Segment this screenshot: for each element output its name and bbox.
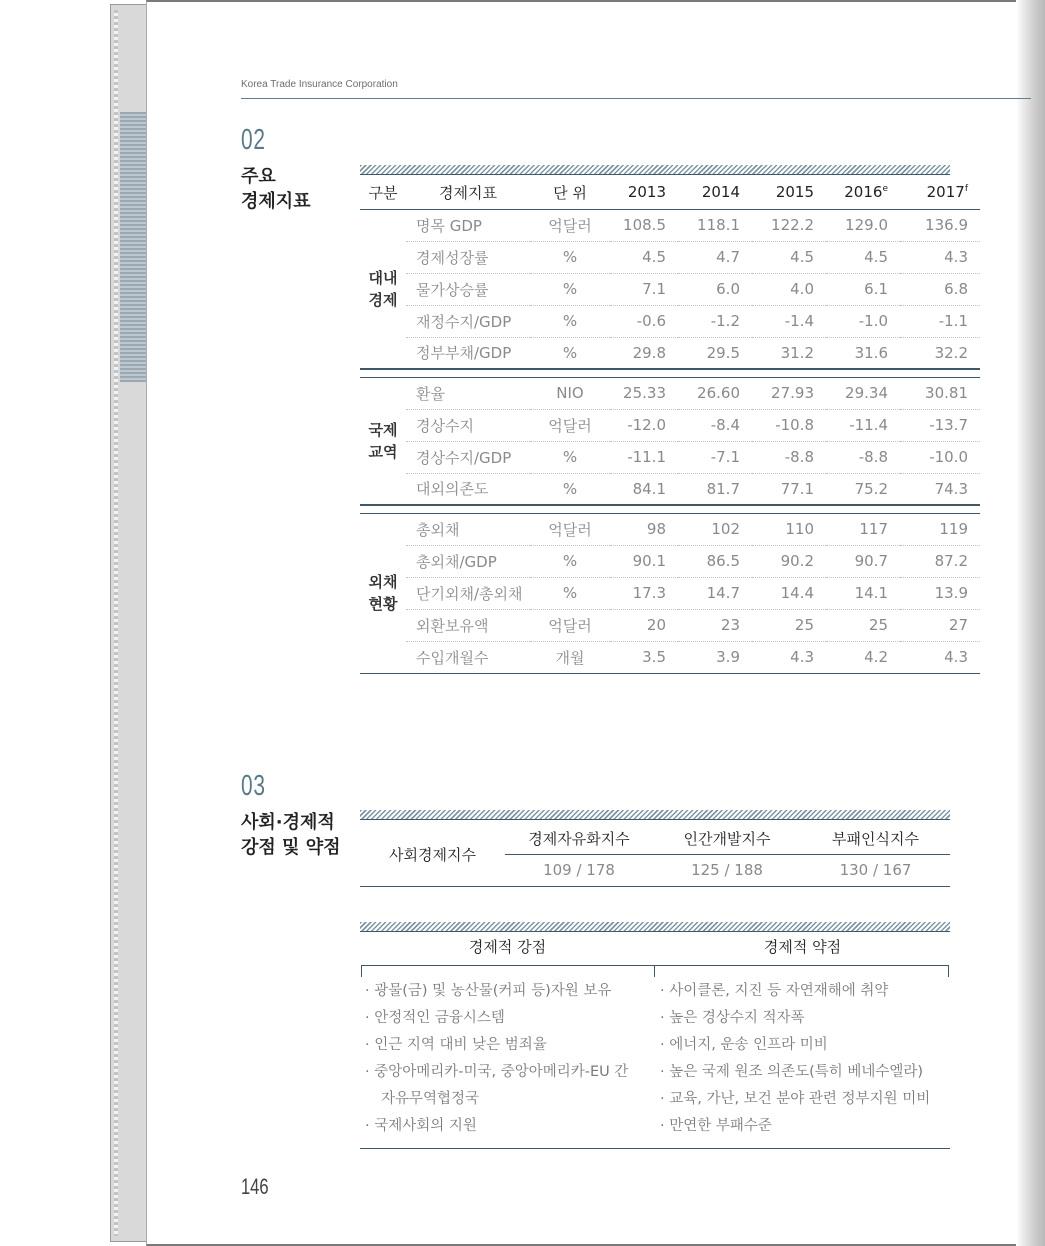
table-hatch-bar bbox=[360, 922, 950, 932]
list-item-continuation: 자유무역협정국 bbox=[381, 1091, 480, 1107]
table-row bbox=[360, 473, 980, 505]
value-cell: 25.33 bbox=[610, 377, 678, 409]
group-label-line: 경제 bbox=[368, 290, 398, 309]
value-cell: 31.6 bbox=[826, 337, 900, 369]
list-item: · 에너지, 운송 인프라 미비 bbox=[660, 1037, 828, 1053]
table-row bbox=[360, 609, 980, 641]
list-item bbox=[365, 1086, 628, 1113]
value-cell: 6.1 bbox=[826, 273, 900, 305]
value-cell: -8.8 bbox=[826, 441, 900, 473]
unit-cell: 억달러 bbox=[530, 609, 610, 641]
list-item: · 높은 국제 원조 의존도(특히 베네수엘라) bbox=[660, 1064, 924, 1080]
section-bottom-rule bbox=[360, 1148, 950, 1149]
unit-cell: % bbox=[530, 337, 610, 369]
list-item: · 사이클론, 지진 등 자연재해에 취약 bbox=[660, 983, 889, 999]
value-cell: 3.5 bbox=[610, 641, 678, 673]
value-cell: -8.8 bbox=[752, 441, 826, 473]
list-item: · 높은 경상수지 적자폭 bbox=[660, 1010, 805, 1026]
year-label: 2016 bbox=[844, 183, 883, 202]
value-cell: 98 bbox=[610, 513, 678, 545]
section-title bbox=[241, 810, 340, 860]
group-label-line: 외채 bbox=[368, 573, 398, 591]
table-row bbox=[360, 209, 980, 241]
value-cell: 87.2 bbox=[900, 545, 980, 577]
section-title-line: 강점 및 약점 bbox=[241, 837, 341, 858]
forecast-mark: f bbox=[964, 184, 968, 195]
group-label-line: 대내 bbox=[368, 268, 398, 287]
spine-pages bbox=[120, 112, 148, 382]
table-row bbox=[360, 273, 980, 305]
page-number: 146 bbox=[241, 1174, 269, 1199]
value-cell: 90.7 bbox=[826, 545, 900, 577]
value-cell: -10.8 bbox=[752, 409, 826, 441]
value-cell: 14.1 bbox=[826, 577, 900, 609]
year-label: 2014 bbox=[701, 183, 740, 202]
list-item: · 인근 지역 대비 낮은 범죄율 bbox=[365, 1037, 547, 1053]
value-cell: 14.7 bbox=[678, 577, 752, 609]
index-value: 125 / 188 bbox=[653, 854, 801, 886]
section-number: 02 bbox=[241, 124, 266, 156]
value-cell: 7.1 bbox=[610, 273, 678, 305]
value-cell: -10.0 bbox=[900, 441, 980, 473]
value-cell: 29.8 bbox=[610, 337, 678, 369]
section-title bbox=[241, 164, 311, 214]
value-cell: -8.4 bbox=[678, 409, 752, 441]
weaknesses-heading: 경제적 약점 bbox=[763, 938, 842, 956]
value-cell: 6.8 bbox=[900, 273, 980, 305]
value-cell: -13.7 bbox=[900, 409, 980, 441]
value-cell: 4.5 bbox=[610, 241, 678, 273]
value-cell: 4.2 bbox=[826, 641, 900, 673]
table-row bbox=[360, 337, 980, 369]
value-cell: 31.2 bbox=[752, 337, 826, 369]
indicator-name: 단기외채/총외채 bbox=[406, 577, 530, 609]
value-cell: -1.2 bbox=[678, 305, 752, 337]
list-item: · 교육, 가난, 보건 분야 관련 정부지원 미비 bbox=[660, 1091, 931, 1107]
value-cell: 118.1 bbox=[678, 209, 752, 241]
value-cell: 110 bbox=[752, 513, 826, 545]
strengths-list bbox=[365, 978, 628, 1140]
value-cell: 25 bbox=[826, 609, 900, 641]
value-cell: -7.1 bbox=[678, 441, 752, 473]
index-value: 130 / 167 bbox=[801, 854, 950, 886]
value-cell: 17.3 bbox=[610, 577, 678, 609]
table-header-row bbox=[360, 824, 950, 854]
table-row bbox=[360, 441, 980, 473]
value-cell: -11.1 bbox=[610, 441, 678, 473]
section-title-line: 주요 bbox=[241, 166, 276, 187]
year-label: 2013 bbox=[627, 183, 666, 202]
value-cell: 84.1 bbox=[610, 473, 678, 505]
value-cell: -0.6 bbox=[610, 305, 678, 337]
value-cell: 74.3 bbox=[900, 473, 980, 505]
value-cell: 29.5 bbox=[678, 337, 752, 369]
value-cell: 136.9 bbox=[900, 209, 980, 241]
page-shadow bbox=[1016, 0, 1045, 1246]
table-body bbox=[360, 209, 980, 673]
value-cell: 20 bbox=[610, 609, 678, 641]
value-cell: -11.4 bbox=[826, 409, 900, 441]
value-cell: 90.1 bbox=[610, 545, 678, 577]
unit-cell: % bbox=[530, 473, 610, 505]
indicator-name: 명목 GDP bbox=[406, 209, 530, 241]
table-hatch-bar bbox=[360, 165, 950, 175]
value-cell: -12.0 bbox=[610, 409, 678, 441]
value-cell: 26.60 bbox=[678, 377, 752, 409]
year-header bbox=[826, 176, 900, 209]
value-cell: -1.1 bbox=[900, 305, 980, 337]
list-item: · 안정적인 금융시스템 bbox=[365, 1010, 505, 1026]
table-row bbox=[360, 513, 980, 545]
value-cell: 75.2 bbox=[826, 473, 900, 505]
value-cell: 4.3 bbox=[900, 241, 980, 273]
group-label-line: 국제 bbox=[368, 420, 398, 439]
value-cell: 6.0 bbox=[678, 273, 752, 305]
value-cell: 122.2 bbox=[752, 209, 826, 241]
year-header bbox=[610, 176, 678, 209]
indicator-name: 재정수지/GDP bbox=[406, 305, 530, 337]
value-cell: 27 bbox=[900, 609, 980, 641]
economic-indicators-table bbox=[360, 176, 980, 674]
indicator-name: 총외채 bbox=[406, 513, 530, 545]
indicator-name: 경제성장률 bbox=[406, 241, 530, 273]
section-title-line: 사회·경제적 bbox=[241, 812, 335, 833]
indicator-name: 수입개월수 bbox=[406, 641, 530, 673]
unit-cell: 개월 bbox=[530, 641, 610, 673]
value-cell: -1.4 bbox=[752, 305, 826, 337]
value-cell: 3.9 bbox=[678, 641, 752, 673]
value-cell: 90.2 bbox=[752, 545, 826, 577]
column-header: 경제자유화지수 bbox=[505, 824, 653, 854]
unit-cell: 억달러 bbox=[530, 409, 610, 441]
table-header-row bbox=[360, 176, 980, 209]
group-label-line: 교역 bbox=[368, 442, 398, 461]
table-row bbox=[360, 545, 980, 577]
running-header: Korea Trade Insurance Corporation bbox=[241, 79, 398, 90]
group-label-line: 현황 bbox=[368, 595, 398, 613]
value-cell: 108.5 bbox=[610, 209, 678, 241]
indicator-name: 물가상승률 bbox=[406, 273, 530, 305]
table-row bbox=[360, 409, 980, 441]
row-header: 사회경제지수 bbox=[360, 824, 505, 886]
value-cell: 29.34 bbox=[826, 377, 900, 409]
value-cell: 32.2 bbox=[900, 337, 980, 369]
value-cell: 27.93 bbox=[752, 377, 826, 409]
column-header: 단 위 bbox=[530, 176, 610, 209]
strengths-heading: 경제적 강점 bbox=[468, 938, 547, 956]
group-separator bbox=[360, 505, 980, 513]
unit-cell: % bbox=[530, 305, 610, 337]
table-row bbox=[360, 641, 980, 673]
unit-cell: % bbox=[530, 577, 610, 609]
value-cell: 119 bbox=[900, 513, 980, 545]
section-title-line: 경제지표 bbox=[241, 191, 311, 212]
unit-cell: % bbox=[530, 441, 610, 473]
value-cell: 81.7 bbox=[678, 473, 752, 505]
table-row bbox=[360, 305, 980, 337]
group-label bbox=[360, 377, 406, 505]
unit-cell: % bbox=[530, 273, 610, 305]
separator-cell bbox=[360, 505, 980, 513]
column-header: 구분 bbox=[360, 176, 406, 209]
indicator-name: 외환보유액 bbox=[406, 609, 530, 641]
value-cell: 77.1 bbox=[752, 473, 826, 505]
separator-cell bbox=[360, 369, 980, 377]
list-item: · 만연한 부패수준 bbox=[660, 1118, 772, 1134]
year-label: 2015 bbox=[775, 183, 814, 202]
value-cell: 4.3 bbox=[752, 641, 826, 673]
group-label bbox=[360, 513, 406, 673]
year-header bbox=[752, 176, 826, 209]
weaknesses-list bbox=[660, 978, 930, 1140]
list-item: · 국제사회의 지원 bbox=[365, 1118, 477, 1134]
value-cell: 129.0 bbox=[826, 209, 900, 241]
table-hatch-bar bbox=[360, 810, 950, 820]
value-cell: 4.7 bbox=[678, 241, 752, 273]
strengths-bracket bbox=[361, 965, 655, 977]
year-header bbox=[900, 176, 980, 209]
table-row bbox=[360, 377, 980, 409]
indicator-name: 정부부채/GDP bbox=[406, 337, 530, 369]
column-header: 인간개발지수 bbox=[653, 824, 801, 854]
indicator-name: 총외채/GDP bbox=[406, 545, 530, 577]
unit-cell: NIO bbox=[530, 377, 610, 409]
socioeconomic-index-table bbox=[360, 824, 950, 887]
value-cell: 23 bbox=[678, 609, 752, 641]
index-value: 109 / 178 bbox=[505, 854, 653, 886]
column-header: 부패인식지수 bbox=[801, 824, 950, 854]
indicator-name: 대외의존도 bbox=[406, 473, 530, 505]
unit-cell: % bbox=[530, 545, 610, 577]
value-cell: 117 bbox=[826, 513, 900, 545]
value-cell: 13.9 bbox=[900, 577, 980, 609]
year-label: 2017 bbox=[926, 183, 965, 202]
indicator-name: 경상수지 bbox=[406, 409, 530, 441]
value-cell: 4.3 bbox=[900, 641, 980, 673]
group-separator bbox=[360, 369, 980, 377]
value-cell: 4.5 bbox=[752, 241, 826, 273]
unit-cell: % bbox=[530, 241, 610, 273]
spine-edge bbox=[114, 10, 118, 1236]
column-header: 경제지표 bbox=[406, 176, 530, 209]
list-item: · 광물(금) 및 농산물(커피 등)자원 보유 bbox=[365, 983, 612, 999]
unit-cell: 억달러 bbox=[530, 209, 610, 241]
estimate-mark: e bbox=[882, 184, 888, 195]
unit-cell: 억달러 bbox=[530, 513, 610, 545]
value-cell: 4.0 bbox=[752, 273, 826, 305]
value-cell: 86.5 bbox=[678, 545, 752, 577]
indicator-name: 환율 bbox=[406, 377, 530, 409]
section-number: 03 bbox=[241, 770, 266, 802]
table-row bbox=[360, 577, 980, 609]
value-cell: 14.4 bbox=[752, 577, 826, 609]
table-row bbox=[360, 241, 980, 273]
header-rule bbox=[241, 98, 1031, 99]
list-item: · 중앙아메리카-미국, 중앙아메리카-EU 간 bbox=[365, 1064, 629, 1080]
value-cell: 30.81 bbox=[900, 377, 980, 409]
value-cell: 4.5 bbox=[826, 241, 900, 273]
value-cell: -1.0 bbox=[826, 305, 900, 337]
indicator-name: 경상수지/GDP bbox=[406, 441, 530, 473]
value-cell: 102 bbox=[678, 513, 752, 545]
group-label bbox=[360, 209, 406, 369]
year-header bbox=[678, 176, 752, 209]
value-cell: 25 bbox=[752, 609, 826, 641]
weaknesses-bracket bbox=[655, 965, 949, 977]
